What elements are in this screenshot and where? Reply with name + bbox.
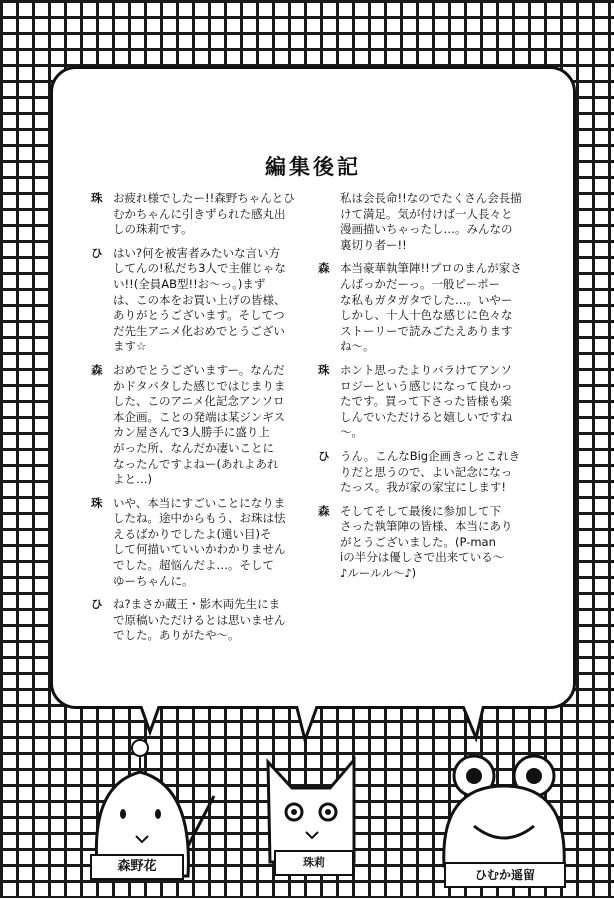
- speaker-label: 珠: [91, 495, 103, 510]
- dialogue-text: いや、本当にすごいことになりま したね。途中からもう、お珠は怯 えるばかりでしたよ(遠い目)そ して何描いていいかわかりません でした。超悩んだよ…。そして ゆーちゃんに。: [113, 495, 286, 588]
- speaker-label: 珠: [91, 191, 103, 205]
- dialogue-continuation: 私は会長命!!なのでたくさん会長描 けて満足。気が付けば一人長々と 漫画描いちゃったし…。みんなの 裏切り者ー!!: [340, 191, 522, 252]
- name-tag: ひむか遥留: [444, 862, 566, 888]
- name-tag: 森野花: [90, 854, 184, 880]
- dialogue-text: おめでとうございますー。なんだ かドタバタした感じではじまりま した、このアニメ化記念アンソロ 本企画。ことの発端は某ジンギス カン屋さんで3人勝手に盛り上 がった所、なんだか凄いことに なったんですよねー(あれよあれ よと…): [113, 362, 286, 487]
- dialogue-text: ね?まさか蔵王・影木両先生にま で原稿いただけるとは思いません でした。ありがたや〜。: [113, 597, 286, 643]
- speaker-label: 森: [318, 503, 330, 518]
- speaker-label: 森: [91, 362, 103, 377]
- page-title: 編集後記: [265, 155, 361, 179]
- name-tag: 珠莉: [274, 850, 354, 876]
- frog-icon: [434, 746, 584, 896]
- speaker-label: 森: [318, 261, 330, 276]
- dialogue-text: ホント思ったよりバラけてアンソ ロジーという感じになって良かっ たです。買って下さった皆様も楽 しんでいただけると嬉しいですね 〜。: [340, 362, 513, 440]
- dialogue-text: そしてそして最後に参加して下 さった執筆陣の皆様、本当にあり がとうございました。(P-man iの半分は優しさで出来ている〜 ♪ルールル〜♪): [340, 503, 513, 581]
- dialogue-text: 本当豪華執筆陣!!プロのまんが家さ んばっかだーっ。一般ピーポー な私もガタガタでした…。いやー しかし、十人十色な感じに色々な ストーリーで読みごたえあります ね〜。: [340, 261, 522, 354]
- speaker-label: 珠: [318, 362, 330, 377]
- dialogue-text: お疲れ様でしたー!!森野ちゃんとひ むかちゃんに引きずられた感丸出 しの珠莉です。: [113, 191, 295, 237]
- dialogue-text: うん。こんなBig企画きっとこれき りだと思うので、よい記念になっ たっス。我が家の家宝にします!: [340, 448, 521, 495]
- speaker-label: ひ: [91, 597, 103, 612]
- dialogue-text: はい?何を被害者みたいな言い方 してんの!私だち3人で主催じゃな い!!(全員AB型!!お〜っ。)まず は、この本をお買い上げの皆様、 ありがとうございます。そしてつ だ先生アニメ化おめでとうござい ます☆: [113, 245, 286, 354]
- speaker-label: ひ: [318, 448, 330, 463]
- blob-chick-icon: [78, 736, 228, 886]
- cat-icon: [262, 752, 362, 892]
- speaker-label: ひ: [91, 245, 103, 260]
